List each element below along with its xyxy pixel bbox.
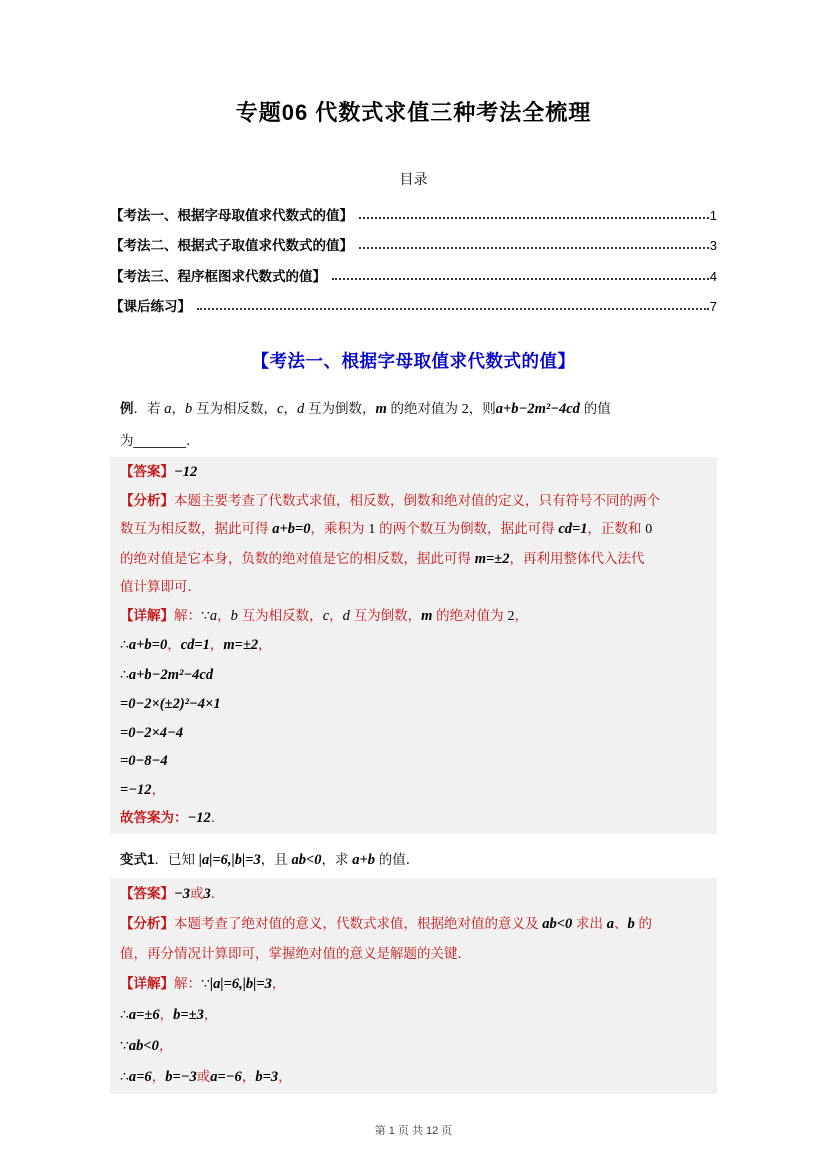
text-line [120, 573, 707, 602]
text-line [120, 846, 707, 874]
toc-heading: 目录 [399, 171, 428, 187]
math-expression: =−12 [120, 781, 152, 798]
math-expression: 0 [645, 522, 653, 537]
text-line [120, 458, 707, 487]
math-expression: b [627, 915, 635, 932]
text-line [120, 909, 707, 939]
toc-leader-dots [359, 217, 709, 219]
math-expression: ∵ [201, 608, 210, 624]
text-run: ， [151, 781, 166, 797]
text-run: ，正数和 [587, 521, 646, 536]
math-expression: ab<0 [542, 915, 573, 932]
text-run: ，求 [321, 851, 353, 867]
text-run: ．已知 [154, 851, 199, 867]
text-run: 互为倒数， [349, 607, 422, 623]
text-run: ， [203, 1006, 218, 1022]
text-line [120, 776, 707, 805]
text-run: 或 [196, 1068, 211, 1084]
text-line [120, 804, 707, 833]
text-run: ． [210, 885, 225, 901]
toc-entry-label: 【考法三、程序框图求代数式的值】 [110, 268, 326, 284]
toc-entry-page: 3 [709, 238, 717, 253]
math-expression: c [322, 607, 330, 624]
text-run: 值计算即可． [120, 579, 201, 594]
math-expression: ∵ [201, 976, 210, 992]
text-line [120, 1062, 707, 1093]
text-run: 【详解】 [120, 975, 174, 991]
text-run: 本题主要考查了代数式求值，相反数，倒数和绝对值的定义，只有符号不同的两个 [174, 492, 660, 508]
text-line [120, 515, 707, 545]
text-line [120, 393, 707, 425]
math-expression: ∴ [120, 638, 129, 653]
toc-entry[interactable] [110, 193, 717, 224]
text-run: 【答案】 [120, 885, 174, 901]
text-line [120, 879, 707, 909]
text-run: ， [258, 637, 272, 652]
math-expression: a+b [352, 851, 376, 868]
text-run: 、 [614, 915, 628, 931]
text-run: ， [217, 607, 231, 623]
math-expression: a+b=0 [272, 521, 311, 537]
text-line [120, 939, 707, 969]
answer-block-2 [110, 878, 717, 1094]
math-expression: a+b=0 [128, 637, 168, 653]
text-run: ． [210, 810, 225, 825]
math-expression: a+b−2m²−4cd [128, 666, 214, 683]
text-run: ， [159, 1006, 174, 1022]
math-expression: a+b−2m²−4cd [495, 401, 580, 417]
math-expression: ∴ [120, 1069, 129, 1085]
text-run: _______ [133, 433, 187, 448]
math-expression: a [164, 401, 172, 417]
math-expression: ∵ [120, 1038, 129, 1054]
toc-entry[interactable] [110, 285, 717, 316]
text-run: 【分析】 [120, 915, 174, 931]
math-expression: 1 [368, 522, 376, 537]
text-run: ， [241, 1068, 256, 1084]
math-expression: m=±2 [474, 550, 510, 567]
text-run: 解： [174, 975, 201, 991]
toc-leader-dots [332, 278, 709, 280]
text-run: ，则 [468, 401, 496, 416]
math-expression: |a|=6,|b|=3 [209, 975, 272, 992]
text-run: 的 [634, 915, 653, 931]
math-expression: −12 [187, 810, 211, 826]
math-expression: b [230, 607, 238, 624]
toc-entry-page: 1 [709, 207, 717, 223]
text-run: 变式1 [120, 851, 155, 867]
text-run: ． [186, 433, 200, 448]
math-expression: 2 [461, 402, 469, 417]
math-expression: ab<0 [128, 1037, 159, 1054]
table-of-contents [110, 169, 717, 315]
math-expression: cd=1 [180, 637, 210, 653]
math-expression: =0−8−4 [120, 753, 168, 769]
math-expression: a=6 [128, 1068, 152, 1085]
text-run: ， [151, 1068, 166, 1084]
text-line [120, 425, 707, 456]
math-expression: b=3 [255, 1068, 279, 1085]
text-run: 值，再分情况计算即可，掌握绝对值的意义是解题的关键． [120, 945, 471, 961]
text-run: 的值． [375, 851, 420, 867]
text-line [120, 1000, 707, 1031]
toc-entry[interactable] [110, 254, 717, 285]
math-expression: a [606, 915, 615, 932]
text-run: ， [171, 401, 186, 416]
text-line [120, 969, 707, 1000]
text-run: 求出 [572, 915, 607, 931]
text-line [120, 602, 707, 632]
text-line [120, 545, 707, 574]
math-expression: d [296, 401, 305, 417]
text-line [120, 1031, 707, 1062]
text-run: ， [514, 607, 528, 623]
math-expression: 3 [203, 885, 211, 902]
text-run: 互为相反数， [237, 607, 323, 623]
math-expression: cd=1 [558, 521, 588, 537]
text-line [120, 631, 707, 661]
text-run: 的绝对值为 [386, 401, 462, 416]
text-run: ， [283, 401, 297, 416]
text-run: 【答案】 [120, 464, 174, 479]
variant-problem [110, 845, 717, 875]
text-run: ， [158, 1037, 173, 1053]
math-expression: m [375, 401, 387, 417]
text-line [120, 690, 707, 719]
text-run: ， [329, 607, 343, 623]
math-expression: c [277, 401, 284, 417]
toc-entries [110, 193, 717, 315]
math-expression: |a|=6,|b|=3 [198, 851, 261, 868]
toc-entry-label: 【课后练习】 [110, 299, 191, 314]
math-expression: −12 [174, 464, 198, 480]
math-expression: m=±2 [223, 637, 259, 653]
math-expression: ∴ [120, 1007, 129, 1023]
math-expression: a [209, 607, 218, 624]
toc-entry-page: 7 [709, 299, 717, 314]
math-expression: b=−3 [165, 1068, 197, 1085]
text-run: 为 [120, 433, 134, 448]
math-expression: b [185, 401, 193, 417]
toc-leader-dots [197, 308, 709, 310]
text-run: ， [271, 975, 286, 991]
text-line [120, 719, 707, 748]
text-run: 本题考查了绝对值的意义，代数式求值，根据绝对值的意义及 [174, 915, 543, 931]
math-expression: m [421, 607, 433, 624]
text-run: ，再利用整体代入法代 [509, 550, 645, 566]
toc-leader-dots [359, 247, 709, 249]
text-run: ，且 [260, 851, 292, 867]
text-run: 的绝对值是它本身，负数的绝对值是它的相反数，据此可得 [120, 550, 475, 566]
text-line [120, 661, 707, 691]
math-expression: =0−2×4−4 [120, 724, 184, 741]
page-number-footer: 第 1 页 共 12 页 [374, 1124, 453, 1137]
toc-entry-page: 4 [709, 268, 717, 284]
math-expression: −3 [174, 885, 191, 902]
math-expression: ∴ [120, 667, 129, 683]
example-problem [110, 392, 717, 457]
text-run: 或 [190, 885, 204, 901]
toc-entry-label: 【考法二、根据式子取值求代数式的值】 [110, 238, 353, 253]
text-run: 故答案为： [120, 810, 188, 825]
text-run: 互为倒数， [304, 401, 376, 416]
text-run: 互为相反数， [192, 401, 278, 416]
text-run: 的两个数互为倒数，据此可得 [375, 521, 559, 536]
answer-block-1 [110, 457, 717, 834]
text-line [120, 747, 707, 776]
math-expression: a=±6 [128, 1006, 160, 1023]
page-title: 专题06 代数式求值三种考法全梳理 [235, 100, 592, 125]
math-expression: d [342, 607, 350, 624]
section-heading: 【考法一、根据字母取值求代数式的值】 [251, 351, 576, 371]
text-run: 解： [174, 607, 201, 623]
text-run: ．若 [133, 401, 165, 416]
content-blocks [110, 392, 717, 1094]
text-run: ，乘积为 [310, 521, 369, 536]
text-run: 【详解】 [120, 607, 174, 623]
text-run: 数互为相反数，据此可得 [120, 521, 273, 536]
text-run: 的值 [579, 401, 611, 416]
text-run: 例 [120, 401, 134, 416]
math-expression: b=±3 [173, 1006, 204, 1023]
text-run: 【分析】 [120, 492, 174, 508]
math-expression: 2 [507, 608, 515, 624]
text-line [120, 487, 707, 516]
text-run: ， [209, 637, 224, 652]
math-expression: =0−2×(±2)²−4×1 [120, 696, 221, 712]
text-run: 的绝对值为 [432, 607, 508, 623]
text-run: ， [278, 1068, 292, 1084]
toc-entry[interactable] [110, 224, 717, 255]
toc-entry-label: 【考法一、根据字母取值求代数式的值】 [110, 207, 353, 223]
math-expression: ab<0 [291, 851, 322, 868]
math-expression: a=−6 [210, 1068, 242, 1085]
text-run: ， [167, 637, 181, 652]
